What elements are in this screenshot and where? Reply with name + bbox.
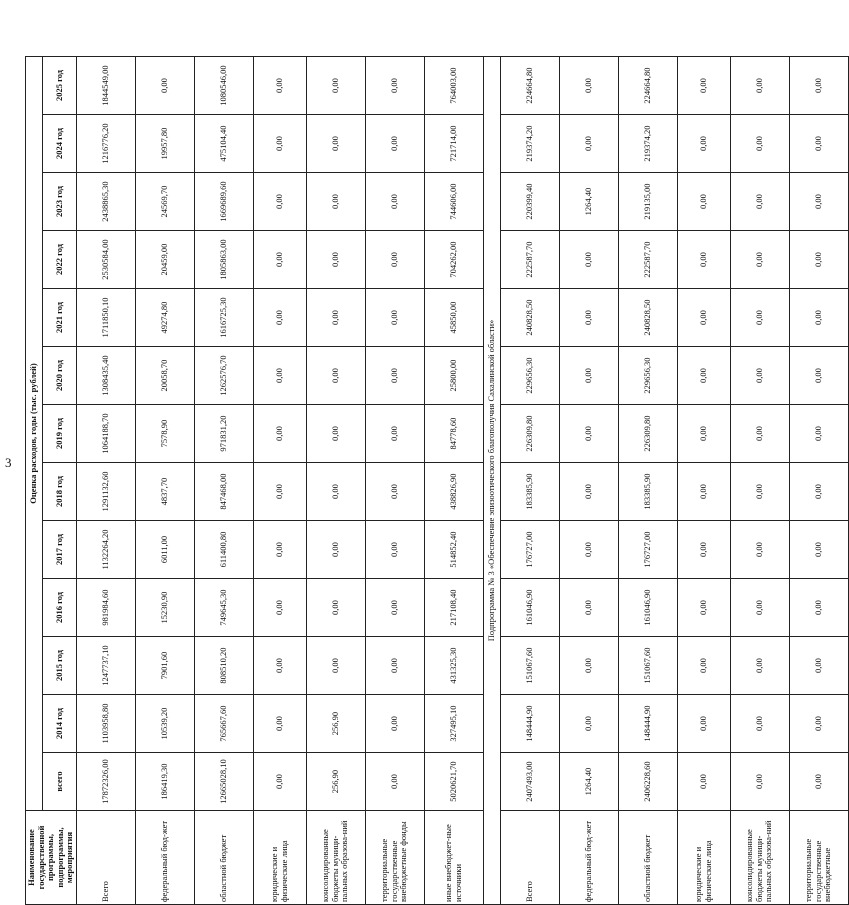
table-row: [365, 57, 424, 905]
year-column-header: 2015 год: [43, 637, 76, 695]
value-cell: 0,00: [253, 347, 306, 405]
value-cell: 0,00: [253, 637, 306, 695]
value-cell: 219374,20: [618, 115, 677, 173]
value-cell: 0,00: [253, 521, 306, 579]
subprogram-title: Подпрограмма № 3 «Обеспечение эпизоотического благополучия Сахалинской области»: [483, 57, 500, 905]
value-cell: 0,00: [789, 753, 848, 811]
row-label: областной бюджет: [618, 811, 677, 905]
value-cell: 20459,00: [135, 231, 194, 289]
year-column-header: 2017 год: [43, 521, 76, 579]
value-cell: 176727,00: [500, 521, 559, 579]
value-cell: 0,00: [789, 115, 848, 173]
value-cell: 161046,90: [500, 579, 559, 637]
year-column-header: 2024 год: [43, 115, 76, 173]
year-column-header: 2021 год: [43, 289, 76, 347]
value-cell: 0,00: [677, 57, 730, 115]
table-row: [306, 57, 365, 905]
value-cell: 0,00: [730, 405, 789, 463]
value-cell: 1132264,20: [76, 521, 135, 579]
value-cell: 5020621,70: [424, 753, 483, 811]
value-cell: 0,00: [306, 405, 365, 463]
value-cell: 45850,00: [424, 289, 483, 347]
section-program-body: [76, 57, 483, 905]
value-cell: 2407493,00: [500, 753, 559, 811]
value-cell: 0,00: [789, 579, 848, 637]
value-cell: 0,00: [365, 637, 424, 695]
row-label: иные внебюджет-ные источники: [424, 811, 483, 905]
page-number: 3: [5, 455, 12, 470]
row-label: консолидированные бюджеты муници-пальных образова-ний: [306, 811, 365, 905]
value-cell: 186419,30: [135, 753, 194, 811]
value-cell: 0,00: [789, 173, 848, 231]
value-cell: 0,00: [730, 115, 789, 173]
value-cell: 0,00: [253, 231, 306, 289]
value-cell: 0,00: [730, 753, 789, 811]
value-cell: 0,00: [135, 57, 194, 115]
value-cell: 0,00: [559, 347, 618, 405]
value-cell: 151067,60: [500, 637, 559, 695]
value-cell: 1616725,30: [194, 289, 253, 347]
value-cell: 847468,00: [194, 463, 253, 521]
table-row: [194, 57, 253, 905]
value-cell: 0,00: [253, 695, 306, 753]
value-cell: 0,00: [677, 637, 730, 695]
row-label: юридические и физические лица: [677, 811, 730, 905]
value-cell: 1080546,00: [194, 57, 253, 115]
value-cell: 0,00: [365, 695, 424, 753]
value-cell: 1308435,40: [76, 347, 135, 405]
value-cell: 1216776,20: [76, 115, 135, 173]
value-cell: 0,00: [365, 521, 424, 579]
value-cell: 226309,80: [500, 405, 559, 463]
value-cell: 256,90: [306, 753, 365, 811]
value-cell: 704262,00: [424, 231, 483, 289]
value-cell: 981984,60: [76, 579, 135, 637]
value-cell: 1291132,60: [76, 463, 135, 521]
value-cell: 0,00: [365, 173, 424, 231]
value-cell: 24569,70: [135, 173, 194, 231]
section-subprogram-body: [500, 57, 848, 905]
value-cell: 7901,60: [135, 637, 194, 695]
value-cell: 1064188,70: [76, 405, 135, 463]
value-cell: 611400,80: [194, 521, 253, 579]
value-cell: 1264,40: [559, 173, 618, 231]
value-cell: 0,00: [306, 231, 365, 289]
value-cell: 0,00: [789, 405, 848, 463]
value-cell: 0,00: [253, 115, 306, 173]
value-cell: 1844549,00: [76, 57, 135, 115]
value-cell: 0,00: [789, 57, 848, 115]
table-row: [253, 57, 306, 905]
value-cell: 0,00: [677, 463, 730, 521]
value-cell: 0,00: [253, 753, 306, 811]
value-cell: 808510,20: [194, 637, 253, 695]
value-cell: 0,00: [730, 695, 789, 753]
value-cell: 0,00: [730, 289, 789, 347]
table-row: [424, 57, 483, 905]
value-cell: 0,00: [789, 521, 848, 579]
value-cell: 1711850,10: [76, 289, 135, 347]
year-column-header: 2016 год: [43, 579, 76, 637]
name-column-header: Наименование государственной программы, подпрограммы, мероприятия: [26, 811, 77, 905]
value-cell: 0,00: [306, 521, 365, 579]
value-cell: 0,00: [789, 289, 848, 347]
value-cell: 0,00: [306, 57, 365, 115]
rotated-page: [25, 0, 833, 905]
value-cell: 765667,60: [194, 695, 253, 753]
table-row: [789, 57, 848, 905]
value-cell: 222587,70: [618, 231, 677, 289]
value-cell: 0,00: [365, 347, 424, 405]
table-row: [618, 57, 677, 905]
value-cell: 148444,90: [618, 695, 677, 753]
row-label: Всего: [76, 811, 135, 905]
row-label: Всего: [500, 811, 559, 905]
value-cell: 224664,80: [618, 57, 677, 115]
year-column-header: 2025 год: [43, 57, 76, 115]
value-cell: 0,00: [365, 579, 424, 637]
value-cell: 0,00: [559, 463, 618, 521]
value-cell: 0,00: [306, 637, 365, 695]
year-column-header: 2020 год: [43, 347, 76, 405]
value-cell: 224664,80: [500, 57, 559, 115]
estimate-title: Оценка расходов, годы (тыс. рублей): [26, 57, 43, 811]
value-cell: 0,00: [253, 463, 306, 521]
value-cell: 84778,60: [424, 405, 483, 463]
value-cell: 0,00: [677, 753, 730, 811]
value-cell: 0,00: [559, 57, 618, 115]
value-cell: 0,00: [253, 289, 306, 347]
value-cell: 2530584,00: [76, 231, 135, 289]
value-cell: 0,00: [730, 637, 789, 695]
row-label: областной бюджет: [194, 811, 253, 905]
value-cell: 1669689,60: [194, 173, 253, 231]
value-cell: 0,00: [730, 347, 789, 405]
value-cell: 0,00: [789, 231, 848, 289]
value-cell: 2406228,60: [618, 753, 677, 811]
row-label: территориальные государственные внебюджетные фонды: [365, 811, 424, 905]
value-cell: 151067,60: [618, 637, 677, 695]
value-cell: 240828,50: [500, 289, 559, 347]
row-label: юридические и физические лица: [253, 811, 306, 905]
value-cell: 744606,00: [424, 173, 483, 231]
value-cell: 7578,90: [135, 405, 194, 463]
value-cell: 1805863,00: [194, 231, 253, 289]
value-cell: 438826,90: [424, 463, 483, 521]
value-cell: 0,00: [306, 579, 365, 637]
year-column-header: 2022 год: [43, 231, 76, 289]
value-cell: 431325,30: [424, 637, 483, 695]
value-cell: 49274,80: [135, 289, 194, 347]
year-column-header: 2019 год: [43, 405, 76, 463]
value-cell: 0,00: [253, 405, 306, 463]
value-cell: 0,00: [253, 579, 306, 637]
table-row: [500, 57, 559, 905]
value-cell: 475104,40: [194, 115, 253, 173]
value-cell: 0,00: [365, 57, 424, 115]
value-cell: 17872326,00: [76, 753, 135, 811]
value-cell: 0,00: [365, 231, 424, 289]
table-row: [730, 57, 789, 905]
value-cell: 0,00: [677, 289, 730, 347]
value-cell: 0,00: [789, 463, 848, 521]
value-cell: 1262576,70: [194, 347, 253, 405]
value-cell: 0,00: [677, 173, 730, 231]
value-cell: 327495,10: [424, 695, 483, 753]
value-cell: 25800,00: [424, 347, 483, 405]
row-label: территориальные государственные внебюджетные: [789, 811, 848, 905]
value-cell: 226309,80: [618, 405, 677, 463]
value-cell: 0,00: [789, 695, 848, 753]
value-cell: 256,90: [306, 695, 365, 753]
value-cell: 971831,20: [194, 405, 253, 463]
value-cell: 219374,20: [500, 115, 559, 173]
value-cell: 161046,90: [618, 579, 677, 637]
row-label: консолидированные бюджеты муници-пальных образова-ний: [730, 811, 789, 905]
value-cell: 176727,00: [618, 521, 677, 579]
value-cell: 6011,00: [135, 521, 194, 579]
value-cell: 0,00: [677, 231, 730, 289]
value-cell: 0,00: [677, 347, 730, 405]
value-cell: 0,00: [677, 405, 730, 463]
row-label: федеральный бюд-жет: [559, 811, 618, 905]
value-cell: 183385,90: [500, 463, 559, 521]
value-cell: 0,00: [253, 173, 306, 231]
value-cell: 0,00: [677, 115, 730, 173]
value-cell: 0,00: [677, 695, 730, 753]
value-cell: 0,00: [559, 405, 618, 463]
value-cell: 0,00: [559, 115, 618, 173]
value-cell: 0,00: [365, 405, 424, 463]
value-cell: 0,00: [306, 173, 365, 231]
value-cell: 0,00: [677, 579, 730, 637]
value-cell: 10539,20: [135, 695, 194, 753]
value-cell: 1264,40: [559, 753, 618, 811]
value-cell: 229656,30: [618, 347, 677, 405]
year-column-header: всего: [43, 753, 76, 811]
table-row: [559, 57, 618, 905]
value-cell: 0,00: [365, 289, 424, 347]
value-cell: 0,00: [730, 463, 789, 521]
value-cell: 0,00: [306, 115, 365, 173]
value-cell: 0,00: [730, 173, 789, 231]
value-cell: 764003,00: [424, 57, 483, 115]
table-row: [135, 57, 194, 905]
value-cell: 240828,50: [618, 289, 677, 347]
value-cell: 4837,70: [135, 463, 194, 521]
value-cell: 222587,70: [500, 231, 559, 289]
value-cell: 0,00: [253, 57, 306, 115]
year-column-header: 2014 год: [43, 695, 76, 753]
expenditure-table: [25, 56, 849, 905]
value-cell: 0,00: [559, 637, 618, 695]
year-column-header: 2023 год: [43, 173, 76, 231]
value-cell: 0,00: [306, 463, 365, 521]
value-cell: 0,00: [559, 521, 618, 579]
value-cell: 219135,00: [618, 173, 677, 231]
row-label: федеральный бюд-жет: [135, 811, 194, 905]
value-cell: 2438865,30: [76, 173, 135, 231]
value-cell: 1247737,10: [76, 637, 135, 695]
value-cell: 1103958,80: [76, 695, 135, 753]
value-cell: 0,00: [789, 347, 848, 405]
value-cell: 0,00: [559, 231, 618, 289]
value-cell: 0,00: [559, 289, 618, 347]
value-cell: 514852,40: [424, 521, 483, 579]
table-row: [76, 57, 135, 905]
value-cell: 0,00: [730, 57, 789, 115]
value-cell: 0,00: [365, 463, 424, 521]
value-cell: 220399,40: [500, 173, 559, 231]
value-cell: 0,00: [730, 521, 789, 579]
value-cell: 229656,30: [500, 347, 559, 405]
value-cell: 12665028,10: [194, 753, 253, 811]
value-cell: 749645,30: [194, 579, 253, 637]
value-cell: 19957,80: [135, 115, 194, 173]
value-cell: 721714,00: [424, 115, 483, 173]
year-column-header: 2018 год: [43, 463, 76, 521]
value-cell: 0,00: [306, 347, 365, 405]
value-cell: 0,00: [306, 289, 365, 347]
value-cell: 0,00: [730, 579, 789, 637]
value-cell: 0,00: [365, 115, 424, 173]
value-cell: 217108,40: [424, 579, 483, 637]
value-cell: 0,00: [365, 753, 424, 811]
value-cell: 15230,90: [135, 579, 194, 637]
year-header-row: [43, 57, 76, 905]
value-cell: 20058,70: [135, 347, 194, 405]
value-cell: 0,00: [730, 231, 789, 289]
value-cell: 0,00: [559, 695, 618, 753]
value-cell: 0,00: [789, 637, 848, 695]
value-cell: 0,00: [559, 579, 618, 637]
value-cell: 0,00: [677, 521, 730, 579]
value-cell: 148444,90: [500, 695, 559, 753]
value-cell: 183385,90: [618, 463, 677, 521]
table-row: [677, 57, 730, 905]
